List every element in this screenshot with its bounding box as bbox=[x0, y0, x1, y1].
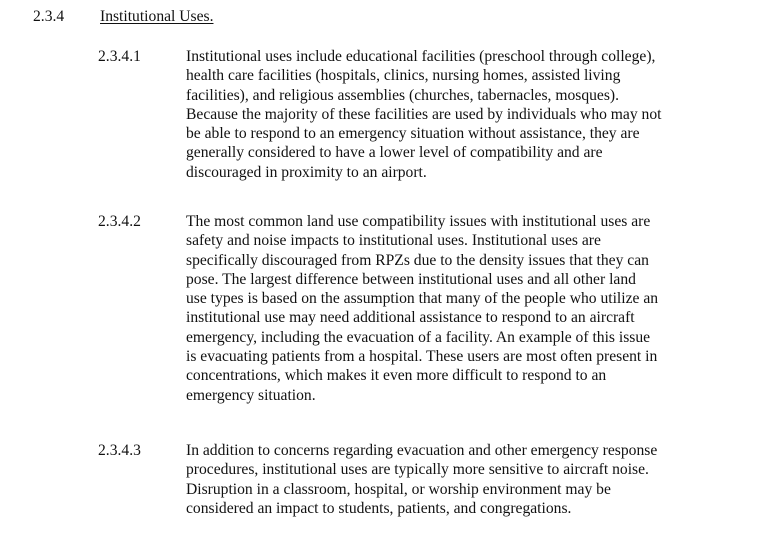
paragraph-line: specifically discouraged from RPZs due to the density issues that they can bbox=[186, 251, 649, 269]
paragraph-number: 2.3.4.1 bbox=[98, 48, 141, 65]
paragraph-line: procedures, institutional uses are typically more sensitive to aircraft noise. bbox=[186, 461, 649, 479]
paragraph-line: discouraged in proximity to an airport. bbox=[186, 163, 427, 181]
paragraph-number: 2.3.4.3 bbox=[98, 442, 141, 459]
paragraph-line: health care facilities (hospitals, clinics, nursing homes, assisted living bbox=[186, 67, 621, 85]
paragraph-line: emergency, including the evacuation of a facility. An example of this issue bbox=[186, 328, 651, 346]
paragraph-line: be able to respond to an emergency situation without assistance, they are bbox=[186, 125, 640, 143]
paragraph-line: safety and noise impacts to institutional uses. Institutional uses are bbox=[186, 232, 601, 250]
paragraph-line: concentrations, which makes it even more difficult to respond to an bbox=[186, 367, 607, 385]
paragraph-body bbox=[186, 212, 766, 405]
section-title: Institutional Uses. bbox=[100, 8, 214, 25]
paragraph-line: generally considered to have a lower level of compatibility and are bbox=[186, 144, 603, 162]
paragraph-line: pose. The largest difference between institutional uses and all other land bbox=[186, 270, 636, 288]
paragraph-line: institutional use may need additional assistance to respond to an aircraft bbox=[186, 309, 635, 327]
paragraph-line: emergency situation. bbox=[186, 386, 316, 404]
paragraph-line: considered an impact to students, patients, and congregations. bbox=[186, 499, 572, 517]
paragraph-line: use types is based on the assumption that many of the people who utilize an bbox=[186, 290, 659, 308]
paragraph-line: Disruption in a classroom, hospital, or worship environment may be bbox=[186, 480, 611, 498]
paragraph-line: Because the majority of these facilities are used by individuals who may not bbox=[186, 105, 662, 123]
paragraph-body bbox=[186, 47, 766, 182]
paragraph-line: is evacuating patients from a hospital. These users are most often present in bbox=[186, 348, 658, 366]
paragraph-line: The most common land use compatibility issues with institutional uses are bbox=[186, 213, 651, 230]
section-number: 2.3.4 bbox=[33, 8, 65, 25]
paragraph-line: facilities), and religious assemblies (churches, tabernacles, mosques). bbox=[186, 86, 620, 104]
paragraph-line: Institutional uses include educational facilities (preschool through college), bbox=[186, 48, 656, 65]
paragraph-line: In addition to concerns regarding evacuation and other emergency response bbox=[186, 442, 658, 459]
paragraph-body bbox=[186, 441, 766, 518]
paragraph-number: 2.3.4.2 bbox=[98, 213, 141, 230]
